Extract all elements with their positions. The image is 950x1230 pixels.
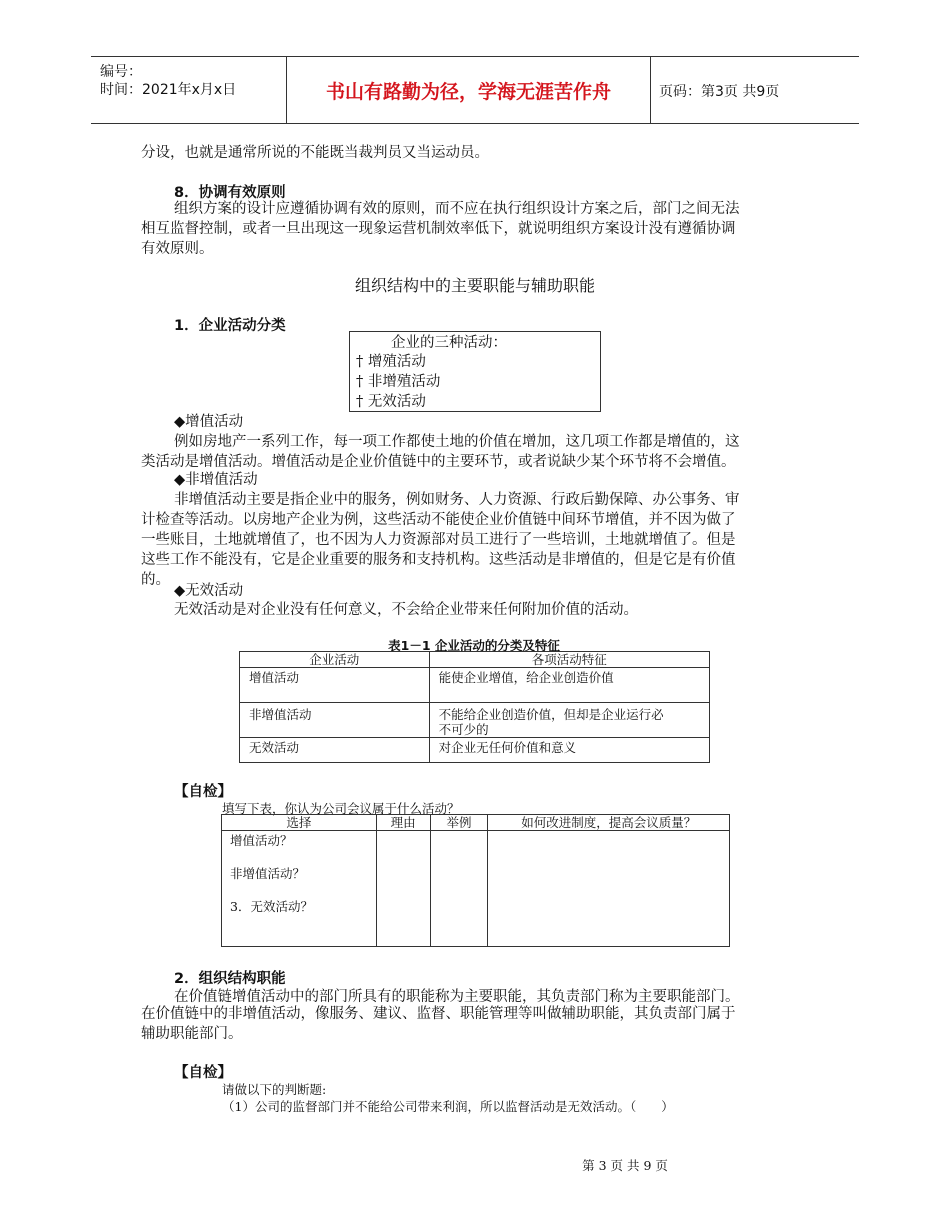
non-value-added-line: 这些工作不能没有，它是企业重要的服务和支持机构。这些活动是非增值的，但是它是有价值 <box>141 552 736 568</box>
table-header-row <box>222 815 730 831</box>
table-row <box>222 831 730 947</box>
selfcheck2-prompt: 请做以下的判断题: <box>222 1082 327 1097</box>
sub2-line: 在价值链中的非增值活动，像服务、建议、监督、职能管理等叫做辅助职能，其负责部门属于 <box>141 1006 736 1022</box>
table-cell-line: 不能给企业创造价值，但却是企业运行必 <box>438 707 664 722</box>
activity-item: † 非增殖活动 <box>356 374 441 390</box>
value-added-line: 类活动是增值活动。增值活动是企业价值链中的主要环节，或者说缺少某个环节将不会增值。 <box>141 454 736 470</box>
table-cell: 增值活动 <box>240 668 430 703</box>
table-row <box>240 738 710 763</box>
page-header <box>91 56 859 124</box>
table-header-cell: 举例 <box>430 815 488 831</box>
page-info: 页码：第3页 共9页 <box>659 84 780 100</box>
header-divider <box>650 57 651 123</box>
table-cell: 无效活动 <box>240 738 430 763</box>
principle8-line: 相互监督控制，或者一旦出现这一现象运营机制效率低下，就说明组织方案设计没有遵循协调 <box>141 221 736 237</box>
table-cell-line: 不可少的 <box>438 722 489 737</box>
time-label: 时间：2021年x月x日 <box>100 82 237 98</box>
improvement-cell[interactable] <box>488 831 730 947</box>
non-value-added-line: 一些账目，土地就增值了，也不因为人力资源部对员工进行了一些培训，土地就增值了。但是 <box>141 532 736 548</box>
reason-cell[interactable] <box>376 831 430 947</box>
table-cell: 能使企业增值，给企业创造价值 <box>429 668 709 703</box>
option-item: 增值活动？ <box>230 833 293 848</box>
table-cell <box>429 703 709 738</box>
principle8-line: 有效原则。 <box>141 241 214 257</box>
table-row <box>240 703 710 738</box>
sub2-heading: 2．组织结构职能 <box>174 971 286 987</box>
sub2-line: 在价值链增值活动中的部门所具有的职能称为主要职能，其负责部门称为主要职能部门。 <box>174 989 740 1005</box>
example-cell[interactable] <box>430 831 488 947</box>
non-value-added-line: 的。 <box>141 572 170 588</box>
activity-table <box>239 651 710 763</box>
table-header-cell: 选择 <box>222 815 377 831</box>
options-cell <box>222 831 377 947</box>
principle8-heading: 8．协调有效原则 <box>174 185 286 201</box>
serial-label: 编号： <box>100 64 142 80</box>
selfcheck1-prompt: 填写下表，你认为公司会议属于什么活动？ <box>222 801 460 816</box>
table-header-cell: 各项活动特征 <box>429 652 709 668</box>
non-value-added-line: 非增值活动主要是指企业中的服务，例如财务、人力资源、行政后勤保障、办公事务、审 <box>174 492 740 508</box>
activities-box-title: 企业的三种活动： <box>391 335 507 351</box>
selfcheck1-label: 【自检】 <box>174 784 232 800</box>
non-value-added-line: 计检查等活动。以房地产企业为例，这些活动不能使企业价值链中间环节增值，并不因为做了 <box>141 512 736 528</box>
option-item: 非增值活动？ <box>230 866 306 881</box>
continuation-text: 分设，也就是通常所说的不能既当裁判员又当运动员。 <box>141 145 489 161</box>
activity-item: † 无效活动 <box>356 394 426 410</box>
sub1-heading: 1．企业活动分类 <box>174 318 286 334</box>
judgment-question: （1）公司的监督部门并不能给公司带来利润，所以监督活动是无效活动。（ ） <box>222 1099 674 1114</box>
activities-box <box>349 331 601 412</box>
table-header-cell: 理由 <box>376 815 430 831</box>
value-added-line: 例如房地产一系列工作，每一项工作都使土地的价值在增加，这几项工作都是增值的，这 <box>174 434 740 450</box>
selfcheck-table <box>221 814 730 947</box>
option-item: 3．无效活动？ <box>230 899 313 914</box>
sub2-line: 辅助职能部门。 <box>141 1026 243 1042</box>
principle8-line: 组织方案的设计应遵循协调有效的原则，而不应在执行组织设计方案之后，部门之间无法 <box>174 201 740 217</box>
table-cell: 对企业无任何价值和意义 <box>429 738 709 763</box>
table-row <box>240 668 710 703</box>
value-added-title: ◆增值活动 <box>174 414 244 430</box>
activity-item: † 增殖活动 <box>356 354 426 370</box>
table-header-cell: 企业活动 <box>240 652 430 668</box>
non-value-added-title: ◆非增值活动 <box>174 472 258 488</box>
invalid-title: ◆无效活动 <box>174 583 244 599</box>
selfcheck2-label: 【自检】 <box>174 1065 232 1081</box>
invalid-line: 无效活动是对企业没有任何意义，不会给企业带来任何附加价值的活动。 <box>174 602 638 618</box>
section-title: 组织结构中的主要职能与辅助职能 <box>354 276 595 295</box>
table-header-cell: 如何改进制度，提高会议质量？ <box>488 815 730 831</box>
table-cell: 非增值活动 <box>240 703 430 738</box>
header-motto: 书山有路勤为径，学海无涯苦作舟 <box>325 81 611 103</box>
table1-caption: 表1－1 企业活动的分类及特征 <box>388 638 560 653</box>
page-footer: 第 3 页 共 9 页 <box>582 1158 668 1173</box>
table-header-row <box>240 652 710 668</box>
